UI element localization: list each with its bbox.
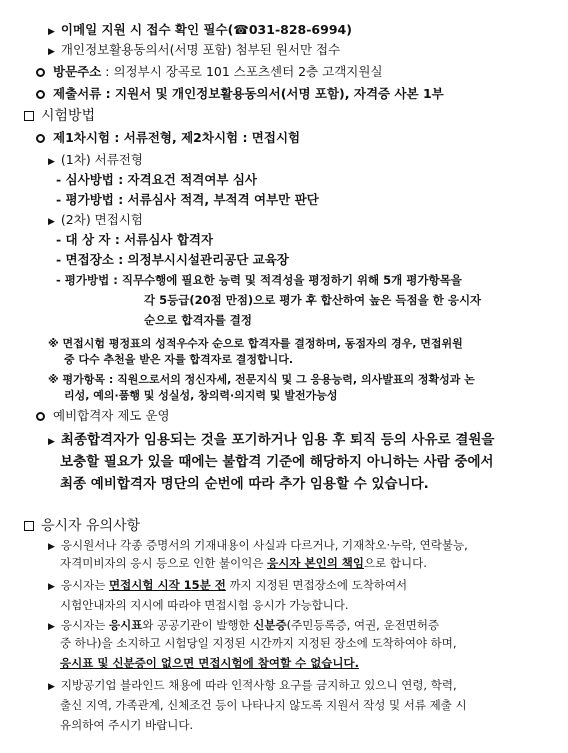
caution-item-3: ▶ 응시자는 응시표와 공공기관이 발행한 신분증(주민등록증, 여권, 운전면허증	[48, 618, 440, 632]
triangle-bullet-icon: ▶	[48, 27, 55, 37]
caution-item-3-cont: 중 하나)을 소지하고 시험당일 지정된 시간까지 지정된 장소에 도착하여야 하며,	[60, 636, 457, 650]
reserve-title: 예비합격자 제도 운영	[36, 408, 170, 424]
caution-item-3-emph: 응시표 및 신분증이 없으면 면접시험에 참여할 수 없습니다.	[60, 656, 360, 670]
submit-docs-line: 제출서류 : 지원서 및 개인정보활용동의서(서명 포함), 자격증 사본 1부	[36, 86, 444, 102]
stage2-item-cont: 각 5등급(20점 만점)으로 평가 후 합산하여 높은 득점을 한 응시자	[144, 293, 482, 307]
note-evaluation-cont: 중 다수 추천을 받은 자를 합격자로 결정합니다.	[64, 353, 294, 366]
apply-note-consent: ▶ 개인정보활용동의서(서명 포함) 첨부된 원서만 접수	[48, 42, 341, 57]
stage2-item-cont: 순으로 합격자를 결정	[144, 313, 252, 327]
method-summary: 제1차시험 : 서류전형, 제2차시험 : 면접시험	[36, 130, 300, 146]
reserve-text-line: ▶ 최종합격자가 임용되는 것을 포기하거나 임용 후 퇴직 등의 사유로 결원을	[48, 432, 495, 448]
section-title-caution: 응시자 유의사항	[24, 516, 140, 536]
triangle-bullet-icon: ▶	[48, 622, 55, 632]
triangle-bullet-icon: ▶	[48, 217, 55, 227]
note-evaluation: ※ 면접시험 평정표의 성적우수자 순으로 합격자를 결정하며, 동점자의 경우, 면접위원	[48, 337, 463, 350]
reserve-text-line: 최종 예비합격자 명단의 순번에 따라 추가 임용할 수 있습니다.	[60, 476, 429, 492]
note-criteria-cont: 리성, 예의·품행 및 성실성, 창의력·의지력 및 발전가능성	[64, 389, 338, 402]
visit-label: 방문주소	[53, 64, 102, 79]
section-title-method: 시험방법	[24, 106, 95, 126]
caution-item-1-cont: 자격미비자의 응시 등으로 인한 불이익은 응시자 본인의 책임으로 합니다.	[60, 556, 427, 570]
square-bullet-icon	[24, 521, 34, 531]
triangle-bullet-icon: ▶	[48, 582, 55, 592]
triangle-bullet-icon: ▶	[48, 47, 55, 57]
stage2-title: ▶ (2차) 면접시험	[48, 212, 143, 227]
caution-item-2-cont: 시험안내자의 지시에 따라야 면접시험 응시가 가능합니다.	[60, 598, 349, 612]
square-bullet-icon	[24, 111, 34, 121]
triangle-bullet-icon: ▶	[48, 542, 55, 552]
caution-item-1: ▶ 응시원서나 각종 증명서의 기재내용이 사실과 다르거나, 기재착오·누락, 연락불능,	[48, 538, 468, 552]
circle-bullet-icon	[36, 90, 45, 99]
reserve-text-line: 보충할 필요가 있을 때에는 불합격 기준에 해당하지 아니하는 사람 중에서	[60, 454, 494, 470]
apply-note-email: ▶ 이메일 지원 시 접수 확인 필수(☎031-828-6994)	[48, 22, 352, 37]
circle-bullet-icon	[36, 412, 45, 421]
stage1-item: - 심사방법 : 자격요건 적격여부 심사	[56, 172, 258, 187]
note-criteria: ※ 평가항목 : 직원으로서의 정신자세, 전문지식 및 그 응용능력, 의사발표의 정확성과 논	[48, 373, 475, 386]
caution-item-4-cont: 유의하여 주시기 바랍니다.	[60, 718, 194, 732]
stage2-item: - 대 상 자 : 서류심사 합격자	[56, 232, 214, 247]
triangle-bullet-icon: ▶	[48, 157, 55, 167]
stage1-item: - 평가방법 : 서류심사 적격, 부적격 여부만 판단	[56, 192, 319, 207]
caution-item-2: ▶ 응시자는 면접시험 시작 15분 전 까지 지정된 면접장소에 도착하여서	[48, 578, 408, 592]
triangle-bullet-icon: ▶	[48, 437, 55, 447]
caution-item-4-cont: 출신 지역, 가족관계, 신체조건 등이 나타나지 않도록 지원서 작성 및 서류 제출 시	[60, 698, 467, 712]
circle-bullet-icon	[36, 68, 45, 77]
triangle-bullet-icon: ▶	[48, 682, 55, 692]
caution-item-4: ▶ 지방공기업 블라인드 채용에 따라 인적사항 요구를 금지하고 있으니 연령, 학력,	[48, 678, 457, 692]
stage2-item: - 평가방법 : 직무수행에 필요한 능력 및 적격성을 평정하기 위해 5개 평가항목을	[56, 273, 462, 287]
stage2-item: - 면접장소 : 의정부시시설관리공단 교육장	[56, 252, 289, 267]
circle-bullet-icon	[36, 134, 45, 143]
visit-address-line: 방문주소 : 의정부시 장곡로 101 스포츠센터 2층 고객지원실	[36, 64, 383, 80]
stage1-title: ▶ (1차) 서류전형	[48, 152, 143, 167]
